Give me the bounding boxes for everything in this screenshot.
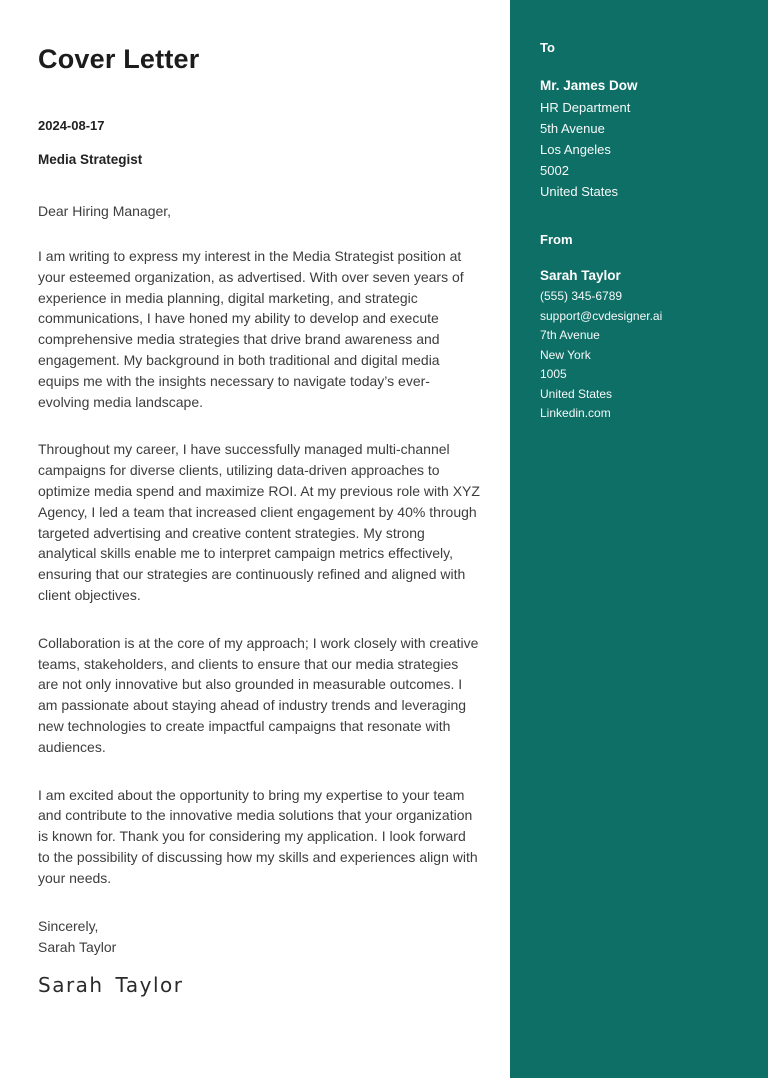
signature: Sarah Taylor: [38, 972, 184, 997]
sender-email: support@cvdesigner.ai: [540, 308, 663, 323]
recipient-city: Los Angeles: [540, 141, 611, 157]
letter-paragraph: Throughout my career, I have successfully managed multi-channel campaigns for diverse clients, utilizing data-driven approaches to optimize media spend and maximize ROI. At my previous role with XYZ Agency, I led a team that increased client engagement by 40% through targeted advertising and creative content strategies. My strong analytical skills enable me to interpret campaign metrics effectively, ensuring that our strategies are continuously refined and aligned with client objectives.: [38, 441, 480, 603]
job-title: Media Strategist: [38, 152, 143, 167]
recipient-name: Mr. James Dow: [540, 78, 638, 93]
page-title: Cover Letter: [38, 44, 200, 74]
to-label: To: [540, 40, 555, 55]
salutation: Dear Hiring Manager,: [38, 203, 172, 219]
sender-city: New York: [540, 347, 591, 362]
recipient-zip: 5002: [540, 162, 569, 178]
sender-zip: 1005: [540, 367, 567, 381]
sender-street: 7th Avenue: [540, 328, 600, 342]
recipient-country: United States: [540, 183, 619, 199]
recipient-street: 5th Avenue: [540, 120, 605, 136]
closing-block: [38, 916, 480, 958]
sender-phone: (555) 345-6789: [540, 289, 623, 303]
from-section: [540, 232, 740, 420]
letter-date: 2024-08-17: [38, 118, 105, 133]
sender-linkedin: Linkedin.com: [540, 406, 611, 420]
closing-word: Sincerely,: [38, 917, 99, 934]
contact-sidebar: [510, 0, 768, 1078]
letter-paragraph: I am excited about the opportunity to bring my expertise to your team and contribute to the innovative media solutions that your organization is known for. Thank you for considering my application. I look forward to the possibility of discussing how my skills and experiences align with your needs.: [38, 786, 478, 886]
to-section: [540, 40, 740, 198]
recipient-department: HR Department: [540, 99, 631, 115]
sender-country: United States: [540, 386, 613, 401]
letter-paragraph: I am writing to express my interest in the Media Strategist position at your esteemed organization, as advertised. With over seven years of experience in media planning, digital marketing, and strategic communications, I have honed my ability to develop and execute comprehensive media strategies that drive brand awareness and engagement. My background in both traditional and digital media equips me with the insights necessary to navigate today’s ever-evolving media landscape.: [38, 248, 464, 410]
letter-paragraph: Collaboration is at the core of my approach; I work closely with creative teams, stakeholders, and clients to ensure that our media strategies are not only innovative but also grounded in measurable outcomes. I am passionate about staying ahead of industry trends and leveraging new technologies to create impactful campaigns that resonate with audiences.: [38, 634, 479, 755]
sender-name: Sarah Taylor: [540, 268, 621, 283]
closing-name: Sarah Taylor: [38, 938, 117, 955]
from-label: From: [540, 232, 573, 247]
